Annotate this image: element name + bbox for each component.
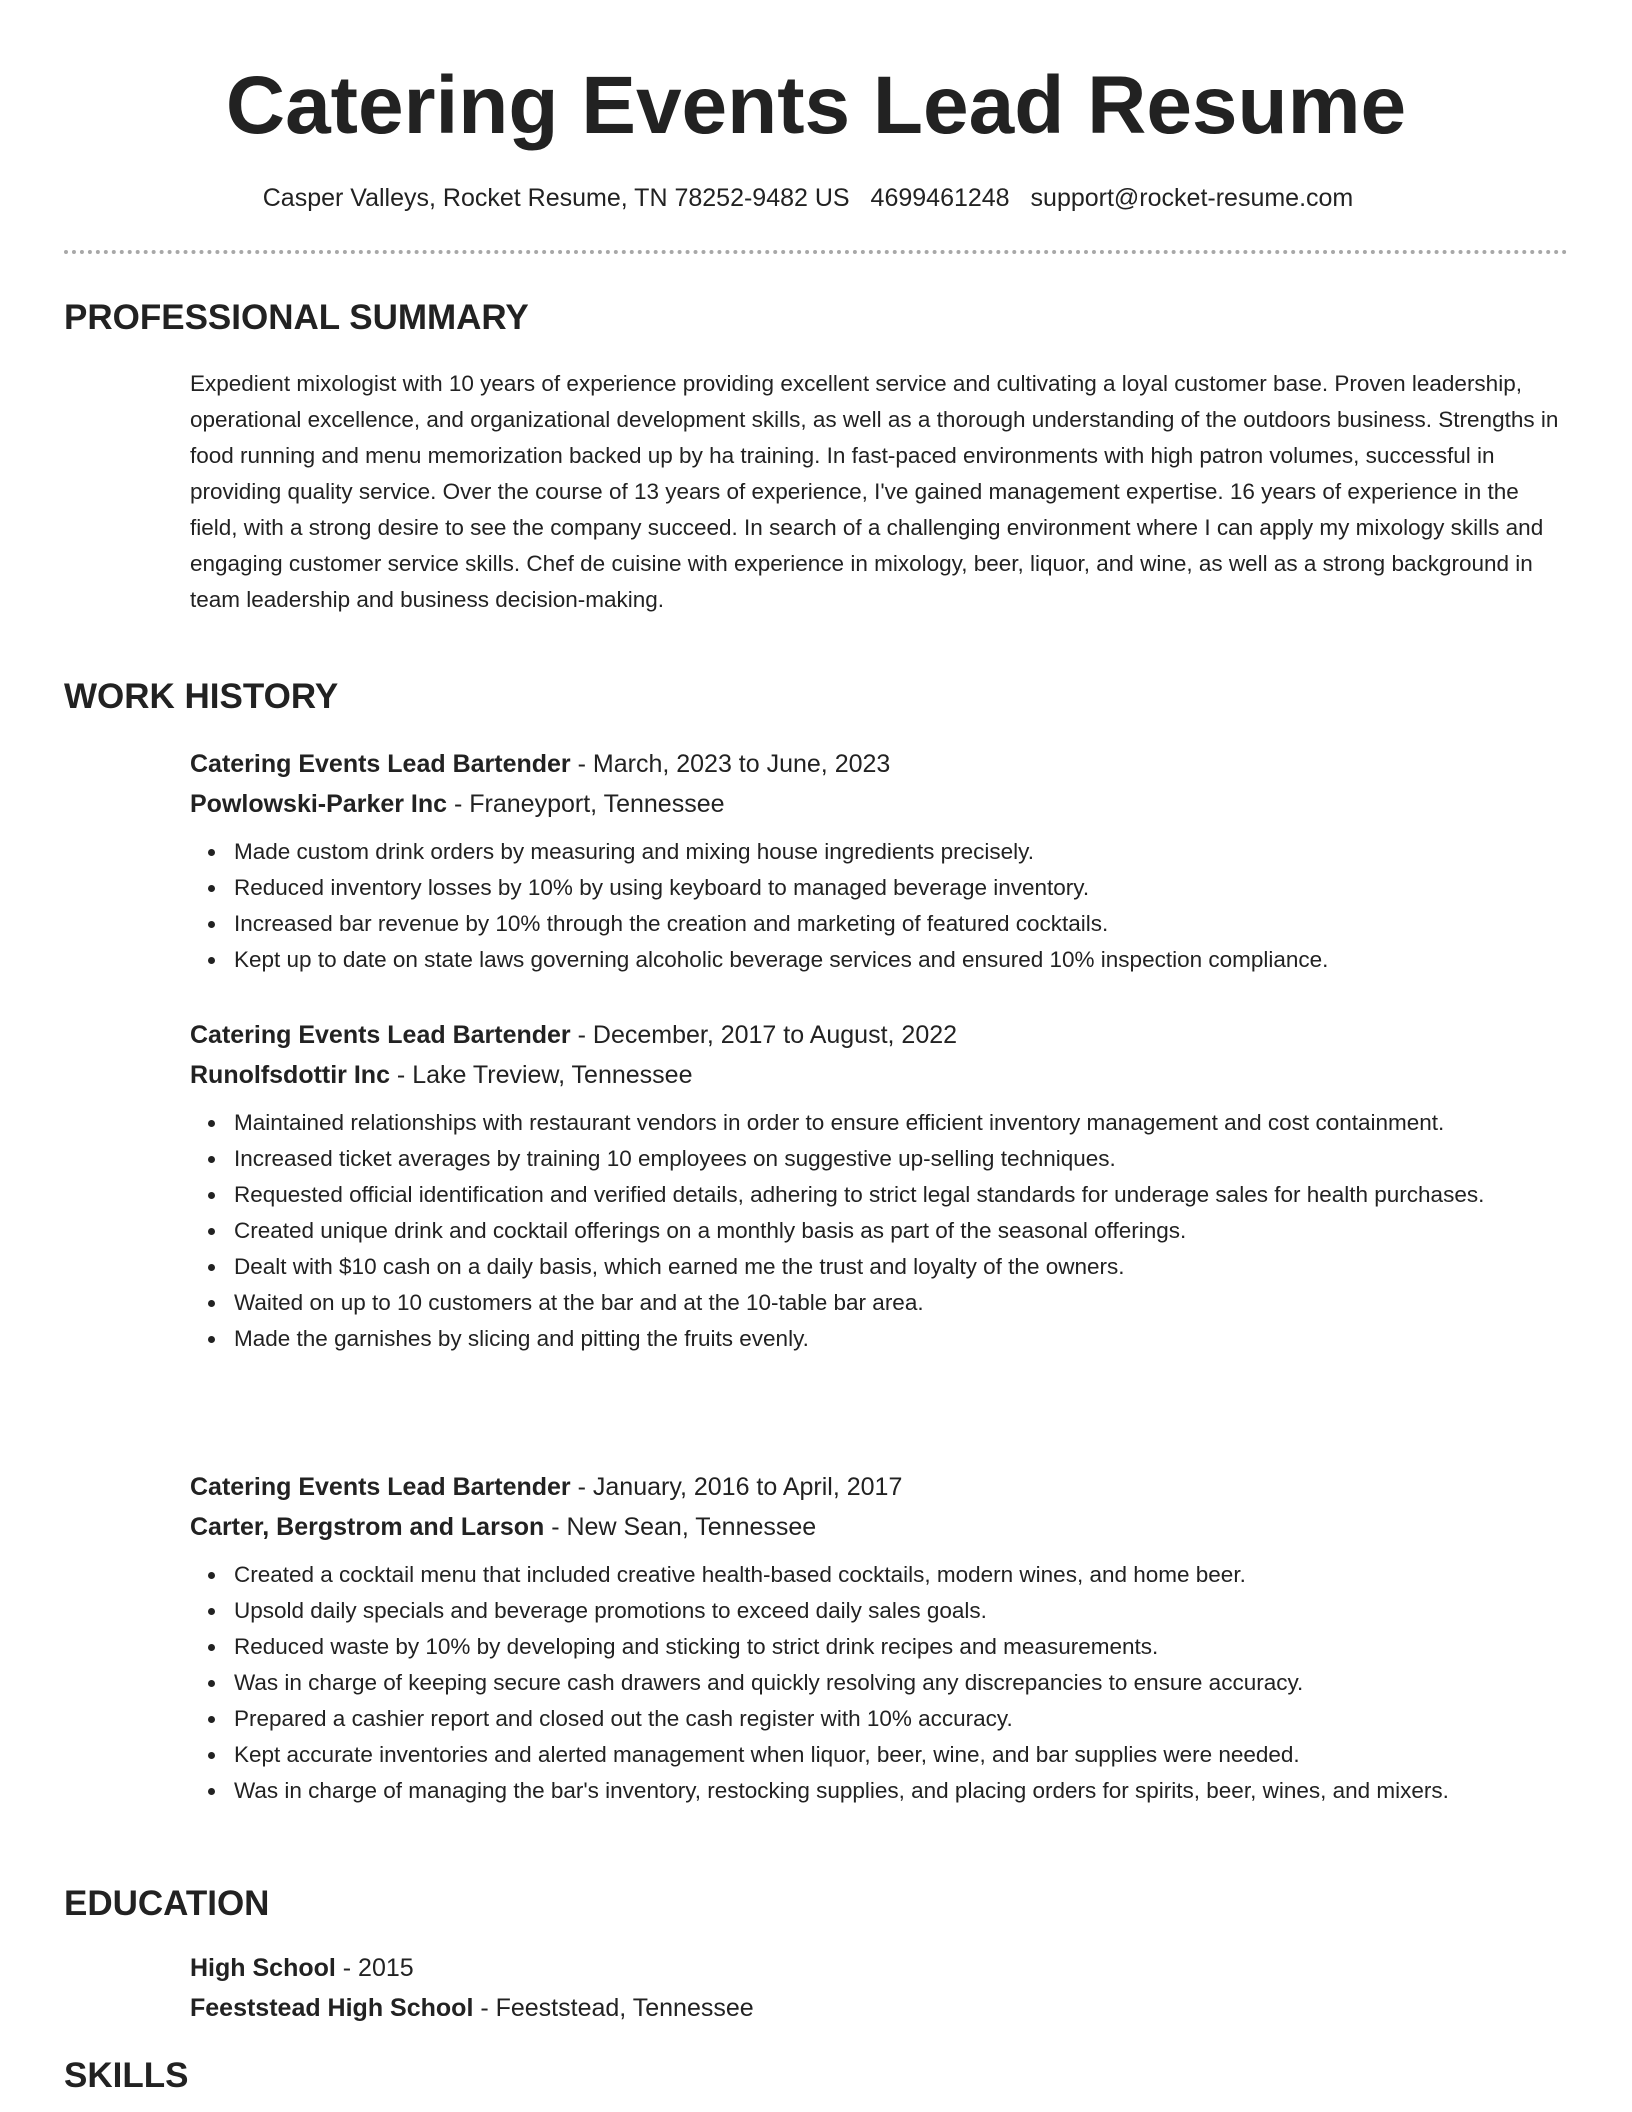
job-location: - Lake Treview, Tennessee	[389, 1061, 693, 1089]
job-bullet: Maintained relationships with restaurant vendors in order to ensure efficient inventory management and cost containment.	[234, 1105, 1570, 1141]
job-bullet: Waited on up to 10 customers at the bar and at the 10-table bar area.	[234, 1285, 1570, 1321]
job-bullets	[190, 1105, 1570, 1357]
contact-phone: 4699461248	[870, 184, 1010, 212]
job-bullets	[190, 1557, 1570, 1809]
header-divider	[64, 250, 1568, 254]
job-bullet: Kept accurate inventories and alerted management when liquor, beer, wine, and bar supplies were needed.	[234, 1737, 1570, 1773]
job-bullet: Increased ticket averages by training 10 employees on suggestive up-selling techniques.	[234, 1141, 1570, 1177]
contact-line	[0, 180, 1616, 216]
education-degree: High School	[190, 1954, 336, 1982]
education-degree-line	[190, 1948, 1570, 1988]
education-school-line	[190, 1988, 1570, 2028]
resume-title: Catering Events Lead Resume	[225, 60, 1407, 151]
job-location: - New Sean, Tennessee	[544, 1513, 817, 1541]
job-title-line	[190, 744, 1570, 784]
job-bullet: Prepared a cashier report and closed out the cash register with 10% accuracy.	[234, 1701, 1570, 1737]
job-bullet: Reduced waste by 10% by developing and sticking to strict drink recipes and measurements.	[234, 1629, 1570, 1665]
education-school: Feeststead High School	[190, 1994, 474, 2022]
job-dates: - March, 2023 to June, 2023	[570, 750, 891, 778]
job-company-line	[190, 784, 1570, 824]
education-entry	[190, 1948, 1570, 2028]
job-bullet: Made the garnishes by slicing and pitting the fruits evenly.	[234, 1321, 1570, 1357]
job-company: Runolfsdottir Inc	[190, 1061, 390, 1089]
job-bullet: Dealt with $10 cash on a daily basis, which earned me the trust and loyalty of the owners.	[234, 1249, 1570, 1285]
contact-address: Casper Valleys, Rocket Resume, TN 78252-9482 US	[262, 184, 850, 212]
job-location: - Franeyport, Tennessee	[447, 790, 725, 818]
job-entry	[190, 1015, 1570, 1357]
contact-email: support@rocket-resume.com	[1030, 184, 1354, 212]
job-dates: - December, 2017 to August, 2022	[570, 1021, 958, 1049]
job-company-line	[190, 1055, 1570, 1095]
job-title-line	[190, 1015, 1570, 1055]
job-dates: - January, 2016 to April, 2017	[570, 1473, 903, 1501]
job-bullet: Reduced inventory losses by 10% by using keyboard to managed beverage inventory.	[234, 870, 1570, 906]
job-title-line	[190, 1467, 1570, 1507]
job-bullet: Kept up to date on state laws governing alcoholic beverage services and ensured 10% inspection compliance.	[234, 942, 1570, 978]
job-bullet: Increased bar revenue by 10% through the creation and marketing of featured cocktails.	[234, 906, 1570, 942]
job-entry	[190, 1467, 1570, 1809]
job-company: Carter, Bergstrom and Larson	[190, 1513, 545, 1541]
education-heading: EDUCATION	[64, 1884, 270, 1923]
job-bullet: Upsold daily specials and beverage promotions to exceed daily sales goals.	[234, 1593, 1570, 1629]
job-bullet: Was in charge of managing the bar's inventory, restocking supplies, and placing orders for spirits, beer, wines, and mixers.	[234, 1773, 1570, 1809]
job-bullet: Requested official identification and verified details, adhering to strict legal standards for underage sales for health purchases.	[234, 1177, 1570, 1213]
summary-text: Expedient mixologist with 10 years of experience providing excellent service and cultivating a loyal customer base. Proven leadership, operational excellence, and organizational development skills, as well as a thorough understanding of the outdoors business. Strengths in food running and menu memorization backed up by ha training. In fast-paced environments with high patron volumes, successful in providing quality service. Over the course of 13 years of experience, I've gained management expertise. 16 years of experience in the field, with a strong desire to see the company succeed. In search of a challenging environment where I can apply my mixology skills and engaging customer service skills. Chef de cuisine with experience in mixology, beer, liquor, and wine, as well as a strong background in team leadership and business decision-making.	[190, 371, 1559, 612]
job-entry	[190, 744, 1570, 978]
education-year: - 2015	[335, 1954, 414, 1982]
skills-heading: SKILLS	[64, 2056, 189, 2095]
job-bullet: Made custom drink orders by measuring and mixing house ingredients precisely.	[234, 834, 1570, 870]
job-title: Catering Events Lead Bartender	[190, 1473, 571, 1501]
job-bullet: Was in charge of keeping secure cash drawers and quickly resolving any discrepancies to ensure accuracy.	[234, 1665, 1570, 1701]
job-title: Catering Events Lead Bartender	[190, 750, 571, 778]
summary-heading: PROFESSIONAL SUMMARY	[64, 298, 529, 337]
job-company: Powlowski-Parker Inc	[190, 790, 448, 818]
job-bullets	[190, 834, 1570, 978]
job-title: Catering Events Lead Bartender	[190, 1021, 571, 1049]
education-location: - Feeststead, Tennessee	[473, 1994, 754, 2022]
work-history-heading: WORK HISTORY	[64, 677, 339, 716]
job-company-line	[190, 1507, 1570, 1547]
job-bullet: Created unique drink and cocktail offerings on a monthly basis as part of the seasonal offerings.	[234, 1213, 1570, 1249]
job-bullet: Created a cocktail menu that included creative health-based cocktails, modern wines, and home beer.	[234, 1557, 1570, 1593]
